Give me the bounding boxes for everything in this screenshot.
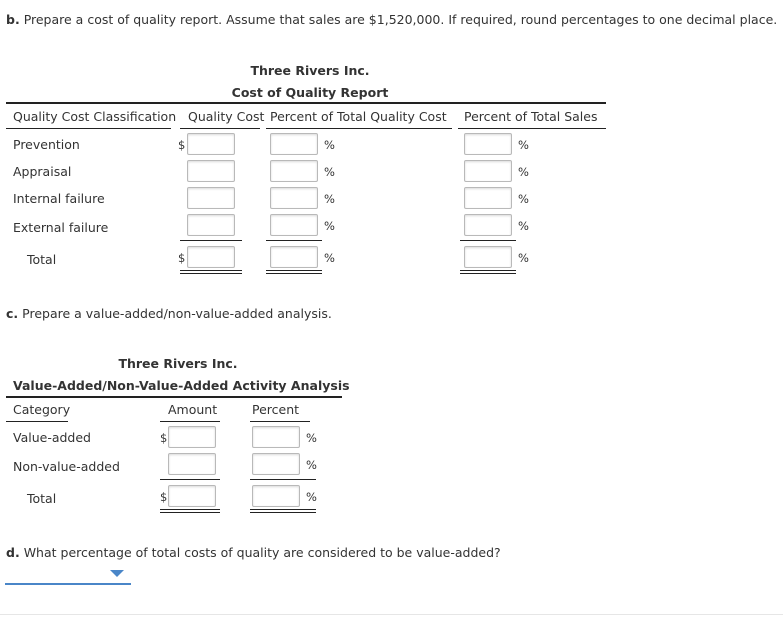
percent-symbol: % <box>324 192 335 206</box>
analysis-top-rule <box>6 396 342 398</box>
subtotal-rule <box>266 240 322 241</box>
currency-symbol: $ <box>160 490 168 504</box>
total-double-rule <box>266 270 322 274</box>
col-header-quality-cost: Quality Cost <box>188 109 265 124</box>
analysis-total-amount-input[interactable] <box>168 485 216 507</box>
col-header-classification: Quality Cost Classification <box>13 109 177 124</box>
internal-failure-cost-input[interactable] <box>187 187 235 209</box>
col-header-category: Category <box>13 402 71 417</box>
prevention-cost-input[interactable] <box>187 133 235 155</box>
analysis-total-percent-input[interactable] <box>252 485 300 507</box>
row-label-value-added: Value-added <box>13 430 91 445</box>
percent-symbol: % <box>306 431 317 445</box>
percent-symbol: % <box>518 165 529 179</box>
row-label-appraisal: Appraisal <box>13 164 72 179</box>
row-label-internal-failure: Internal failure <box>13 191 105 206</box>
header-underline <box>6 128 171 129</box>
bottom-divider <box>0 614 783 615</box>
part-b-prefix: b. <box>6 12 20 27</box>
non-value-added-percent-input[interactable] <box>252 453 300 475</box>
percent-symbol: % <box>324 219 335 233</box>
header-underline <box>250 421 310 422</box>
subtotal-rule <box>250 479 316 480</box>
percent-symbol: % <box>518 251 529 265</box>
col-header-pct-quality-cost: Percent of Total Quality Cost <box>270 109 447 124</box>
appraisal-cost-input[interactable] <box>187 160 235 182</box>
appraisal-pct-quality-input[interactable] <box>270 160 318 182</box>
dropdown-underline <box>5 583 131 585</box>
total-double-rule <box>460 270 516 274</box>
row-label-total: Total <box>27 252 57 267</box>
percent-symbol: % <box>324 138 335 152</box>
internal-failure-pct-quality-input[interactable] <box>270 187 318 209</box>
part-c-text: Prepare a value-added/non-value-added analysis. <box>22 306 332 321</box>
prevention-pct-quality-input[interactable] <box>270 133 318 155</box>
total-double-rule <box>160 509 220 513</box>
total-pct-sales-input[interactable] <box>464 246 512 268</box>
row-label-prevention: Prevention <box>13 137 80 152</box>
col-header-pct-sales: Percent of Total Sales <box>464 109 598 124</box>
col-header-percent: Percent <box>252 402 300 417</box>
currency-symbol: $ <box>160 431 168 445</box>
currency-symbol: $ <box>178 251 186 265</box>
percent-symbol: % <box>518 138 529 152</box>
total-cost-input[interactable] <box>187 246 235 268</box>
header-underline <box>160 421 220 422</box>
part-b-instruction <box>6 12 777 27</box>
header-underline <box>266 128 452 129</box>
part-d-prefix: d. <box>6 545 20 560</box>
subtotal-rule <box>160 479 220 480</box>
external-failure-cost-input[interactable] <box>187 214 235 236</box>
part-b-text: Prepare a cost of quality report. Assume that sales are $1,520,000. If required, round percentages to one decimal place. <box>23 12 778 27</box>
subtotal-rule <box>460 240 516 241</box>
part-d-question <box>6 545 501 560</box>
internal-failure-pct-sales-input[interactable] <box>464 187 512 209</box>
analysis-company: Three Rivers Inc. <box>118 356 238 371</box>
percent-symbol: % <box>306 458 317 472</box>
percent-symbol: % <box>324 251 335 265</box>
row-label-external-failure: External failure <box>13 220 109 235</box>
analysis-title: Value-Added/Non-Value-Added Activity Analysis <box>13 378 350 393</box>
percent-symbol: % <box>306 490 317 504</box>
value-added-percent-input[interactable] <box>252 426 300 448</box>
percent-symbol: % <box>518 192 529 206</box>
percent-symbol: % <box>324 165 335 179</box>
header-underline <box>6 421 68 422</box>
row-label-non-value-added: Non-value-added <box>13 459 120 474</box>
total-double-rule <box>250 509 316 513</box>
external-failure-pct-quality-input[interactable] <box>270 214 318 236</box>
external-failure-pct-sales-input[interactable] <box>464 214 512 236</box>
part-d-text: What percentage of total costs of quality are considered to be value-added? <box>23 545 501 560</box>
part-c-prefix: c. <box>6 306 19 321</box>
report-company: Three Rivers Inc. <box>250 63 370 78</box>
report-top-rule <box>6 102 606 104</box>
header-underline <box>180 128 260 129</box>
report-title: Cost of Quality Report <box>231 85 389 100</box>
prevention-pct-sales-input[interactable] <box>464 133 512 155</box>
appraisal-pct-sales-input[interactable] <box>464 160 512 182</box>
percent-symbol: % <box>518 219 529 233</box>
header-underline <box>458 128 606 129</box>
total-double-rule <box>180 270 242 274</box>
total-pct-quality-input[interactable] <box>270 246 318 268</box>
col-header-amount: Amount <box>168 402 218 417</box>
chevron-down-icon[interactable] <box>110 570 124 577</box>
subtotal-rule <box>180 240 242 241</box>
row-label-analysis-total: Total <box>27 491 57 506</box>
non-value-added-amount-input[interactable] <box>168 453 216 475</box>
value-added-amount-input[interactable] <box>168 426 216 448</box>
part-c-instruction <box>6 306 332 321</box>
currency-symbol: $ <box>178 138 186 152</box>
